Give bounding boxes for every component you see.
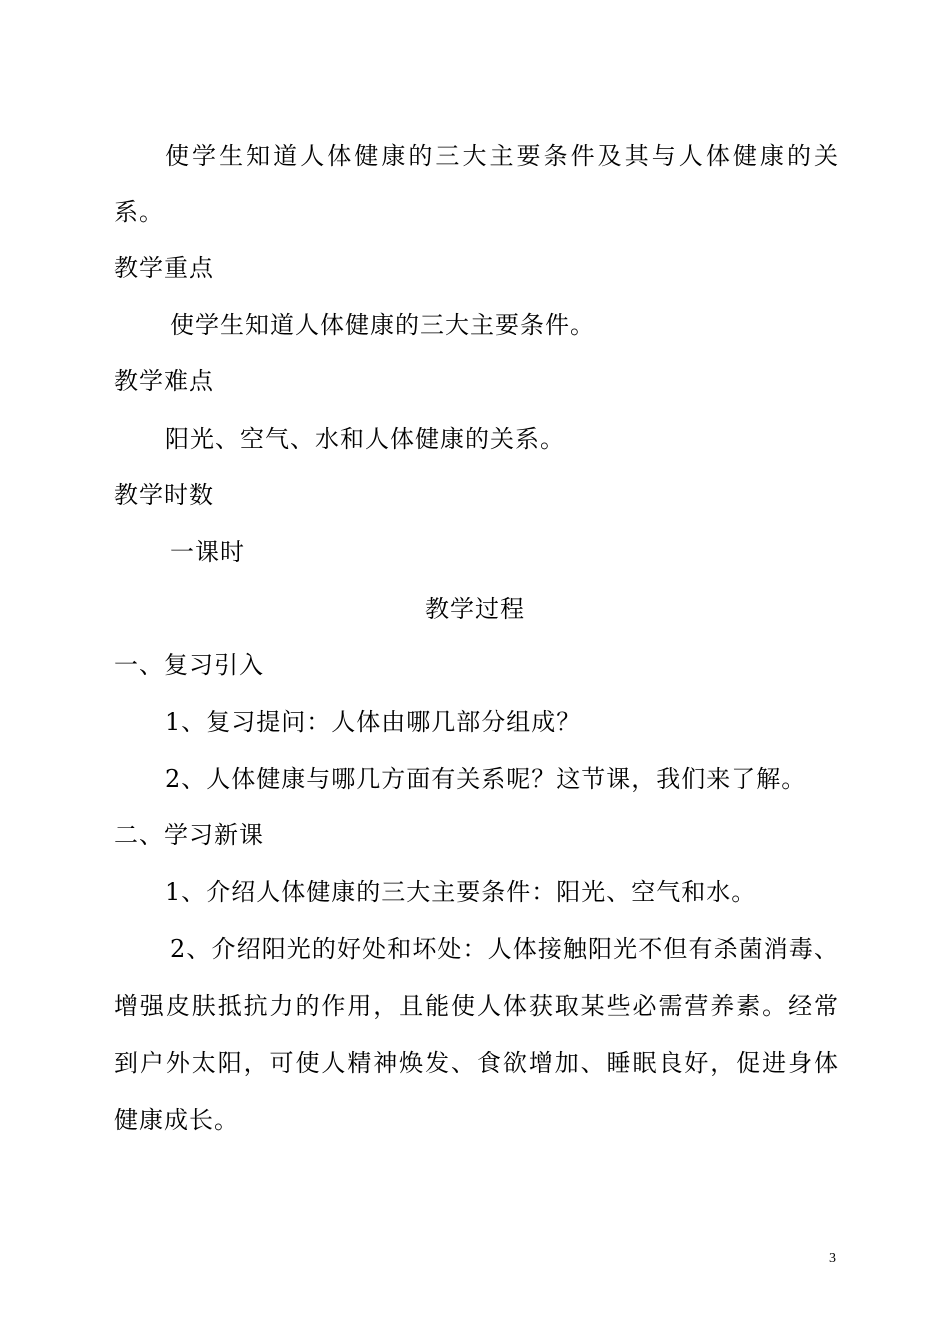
key-point-heading: 教学重点 [114,254,214,282]
section-2-item-2-line-3: 到户外太阳，可使人精神焕发、食欲增加、睡眠良好，促进身体 [114,1049,838,1077]
section-1-item-1: 1、复习提问：人体由哪几部分组成？ [165,708,582,736]
section-2-item-2-line-4: 健康成长。 [114,1106,239,1134]
objective-line-2: 系。 [114,198,164,226]
key-point-text: 使学生知道人体健康的三大主要条件。 [170,311,595,339]
section-1-item-2: 2、人体健康与哪几方面有关系呢？这节课，我们来了解。 [165,765,807,793]
difficulty-heading: 教学难点 [114,367,214,395]
section-2-heading: 二、学习新课 [114,821,264,849]
section-2-item-1: 1、介绍人体健康的三大主要条件：阳光、空气和水。 [165,878,757,906]
difficulty-text: 阳光、空气、水和人体健康的关系。 [165,425,565,453]
process-title: 教学过程 [425,595,525,623]
objective-line-1: 使学生知道人体健康的三大主要条件及其与人体健康的关 [165,142,838,170]
page-number: 3 [829,1251,836,1266]
section-2-item-2-line-2: 增强皮肤抵抗力的作用，且能使人体获取某些必需营养素。经常 [114,992,838,1020]
hours-heading: 教学时数 [114,481,214,509]
section-2-item-2-line-1: 2、介绍阳光的好处和坏处：人体接触阳光不但有杀菌消毒、 [170,935,838,963]
section-1-heading: 一、复习引入 [114,651,264,679]
hours-text: 一课时 [170,538,245,566]
